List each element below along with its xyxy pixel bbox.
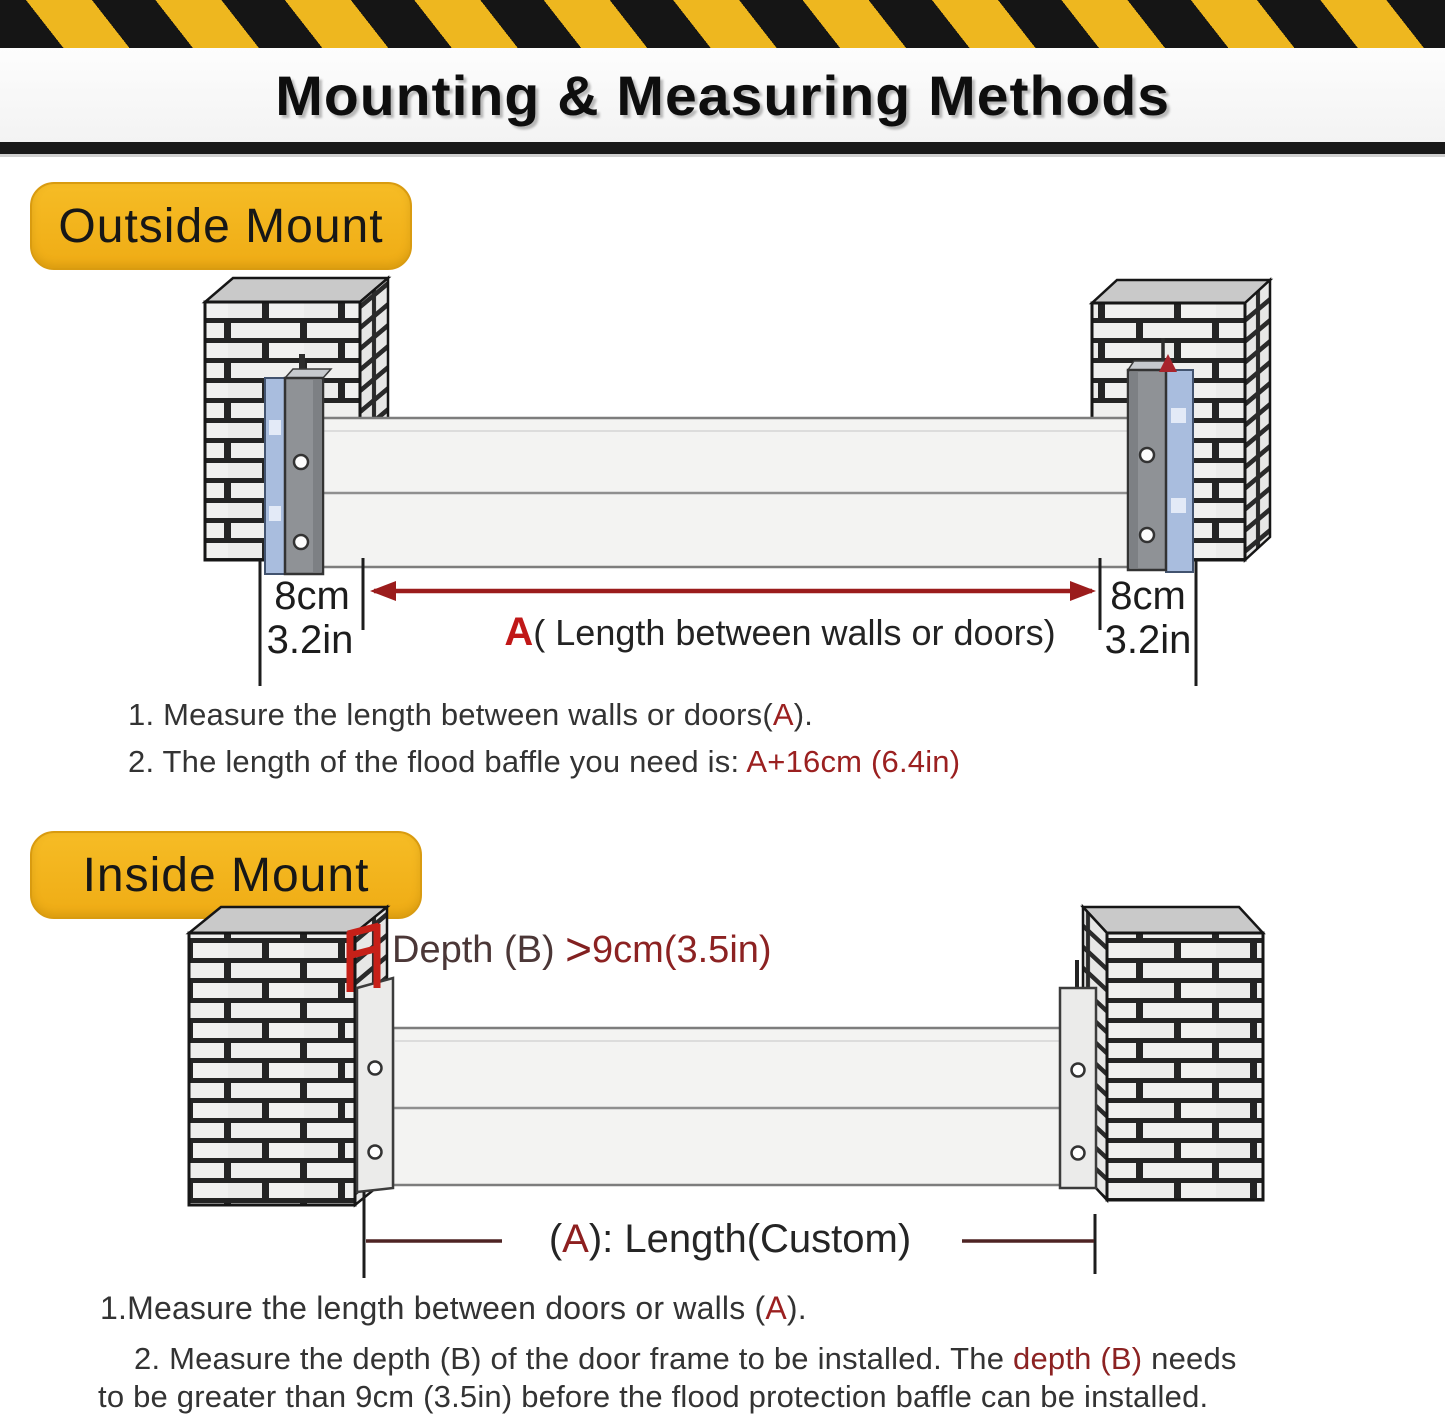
inside-left-channel [357,978,393,1192]
depth-label: Depth (B) >9cm(3.5in) [392,923,772,975]
inside-right-channel [1060,960,1096,1188]
length-a-symbol: A [504,610,534,654]
inside-span-label: (A): Length(Custom) [548,1217,912,1261]
inside-right-pillar [1083,907,1263,1200]
left-offset-in: 3.2in [266,618,354,662]
outside-span-label [460,610,1100,655]
outside-instruction-2: 2. The length of the flood baffle you need is: A+16cm (6.4in) [128,744,961,779]
outside-left-bracket [265,354,331,574]
outside-instruction-1: 1. Measure the length between walls or doors(A). [128,697,814,732]
length-arrow-icon [370,581,1096,601]
inside-instruction-2: 2. Measure the depth (B) of the door frame to be installed. The depth (B) needs to be greater than 9cm (3.5in) before the flood protection baffle can be installed. [98,1341,1237,1414]
outside-right-bracket [1128,338,1193,572]
outside-flood-panel [316,418,1132,567]
inside-instruction-1: 1.Measure the length between doors or walls (A). [100,1290,807,1326]
left-offset-cm: 8cm [274,574,350,618]
outside-span-text: ( Length between walls or doors) [533,612,1056,653]
outside-label-text: Outside Mount [58,199,384,253]
inside-flood-panel [393,1028,1075,1185]
inside-label-text: Inside Mount [82,848,370,902]
right-offset-in: 3.2in [1104,618,1192,662]
right-offset-cm: 8cm [1110,574,1186,618]
page-title: Mounting & Measuring Methods [275,63,1170,127]
